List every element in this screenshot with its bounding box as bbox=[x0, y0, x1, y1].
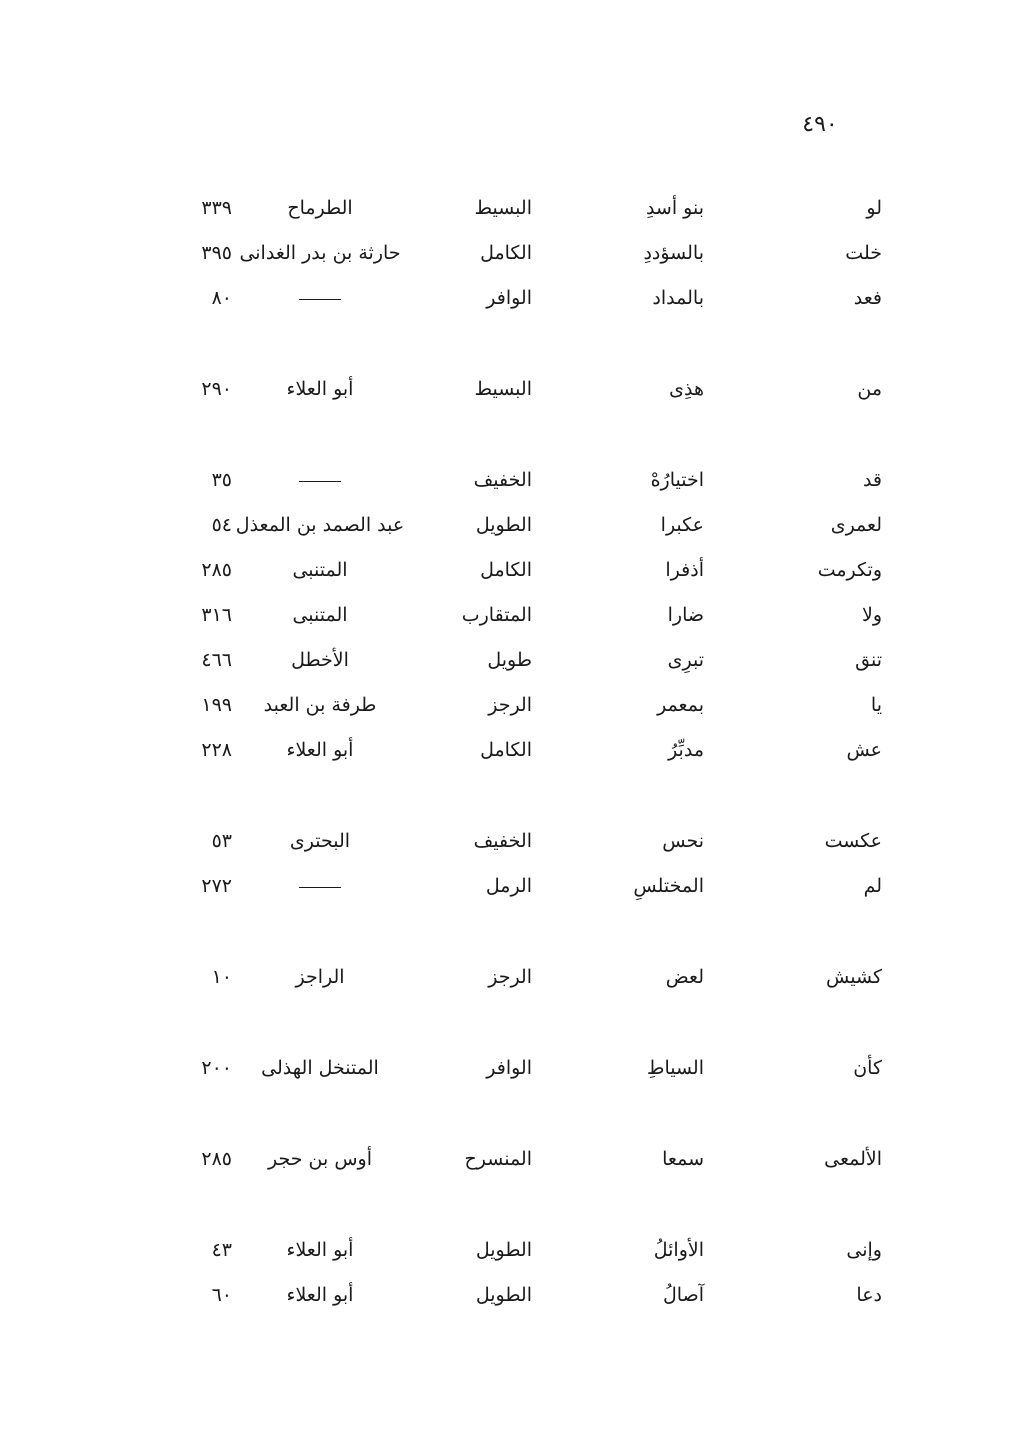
index-row bbox=[140, 231, 900, 276]
index-row bbox=[140, 593, 900, 638]
rhyme-word: اختيارُهْ bbox=[650, 469, 704, 491]
page-reference: ٤٣ bbox=[211, 1239, 232, 1261]
index-row bbox=[140, 503, 900, 548]
page-reference: ٥٤ bbox=[211, 514, 232, 536]
first-word: قد bbox=[862, 469, 882, 491]
first-word: فعد bbox=[853, 287, 882, 309]
meter-name: الرمل bbox=[485, 875, 532, 897]
rhyme-word: سمعا bbox=[662, 1148, 704, 1170]
rhyme-word: هذِى bbox=[669, 378, 704, 400]
first-word: خلت bbox=[845, 242, 882, 264]
rhyme-word: بمعمر bbox=[657, 694, 704, 716]
page-reference: ٣٥ bbox=[211, 469, 232, 491]
meter-name: الطويل bbox=[475, 1284, 532, 1306]
index-row bbox=[140, 1273, 900, 1318]
index-row bbox=[140, 638, 900, 683]
index-row bbox=[140, 864, 900, 909]
rhyme-word: لعض bbox=[665, 966, 704, 988]
poet-name: عبد الصمد بن المعذل bbox=[235, 514, 405, 536]
index-row bbox=[140, 1228, 900, 1273]
meter-name: الكامل bbox=[480, 559, 532, 581]
first-word: من bbox=[857, 378, 882, 400]
meter-name: الرجز bbox=[488, 966, 532, 988]
meter-name: الكامل bbox=[480, 739, 532, 761]
unknown-poet-dash bbox=[299, 887, 341, 888]
index-row bbox=[140, 1137, 900, 1182]
unknown-poet-dash bbox=[299, 481, 341, 482]
rhyme-word: بالمداد bbox=[652, 287, 704, 309]
index-row bbox=[140, 1046, 900, 1091]
poet-name: أبو العلاء bbox=[286, 1239, 354, 1261]
poet-name: طرفة بن العبد bbox=[263, 694, 377, 716]
first-word: لم bbox=[863, 875, 882, 897]
index-row bbox=[140, 186, 900, 231]
rhyme-word: ضارا bbox=[667, 604, 704, 626]
poet-name: الأخطل bbox=[291, 649, 349, 671]
unknown-poet-dash bbox=[299, 299, 341, 300]
page-reference: ٣٩٥ bbox=[201, 242, 232, 264]
index-row bbox=[140, 458, 900, 503]
meter-name: البسيط bbox=[474, 378, 532, 400]
page-reference: ٢٨٥ bbox=[201, 1148, 232, 1170]
meter-name: طويل bbox=[487, 649, 532, 671]
meter-name: الرجز bbox=[488, 694, 532, 716]
meter-name: الطويل bbox=[475, 514, 532, 536]
first-word: وإنى bbox=[846, 1239, 882, 1261]
meter-name: البسيط bbox=[474, 197, 532, 219]
page-reference: ٢٨٥ bbox=[201, 559, 232, 581]
page-reference: ٥٣ bbox=[211, 830, 232, 852]
page-number: ٤٩٠ bbox=[802, 112, 838, 137]
rhyme-word: مدبِّرُ bbox=[668, 739, 704, 761]
index-row bbox=[140, 276, 900, 321]
first-word: عكست bbox=[824, 830, 882, 852]
rhyme-word: الأوائلُ bbox=[653, 1239, 704, 1261]
index-row bbox=[140, 728, 900, 773]
page-reference: ٤٦٦ bbox=[201, 649, 232, 671]
first-word: الألمعى bbox=[824, 1148, 882, 1170]
index-row bbox=[140, 367, 900, 412]
first-word: يا bbox=[870, 694, 882, 716]
poet-name: أبو العلاء bbox=[286, 378, 354, 400]
rhyme-word: بنو أسدِ bbox=[645, 197, 704, 219]
page-reference: ٢٩٠ bbox=[201, 378, 232, 400]
poet-name: المتنبى bbox=[292, 604, 348, 626]
first-word: دعا bbox=[856, 1284, 882, 1306]
page-reference: ١٠ bbox=[211, 966, 232, 988]
poet-name: الراجز bbox=[295, 966, 345, 988]
poet-name: المتنبى bbox=[292, 559, 348, 581]
poet-name: أوس بن حجر bbox=[268, 1148, 372, 1170]
rhyme-word: بالسؤددِ bbox=[643, 242, 704, 264]
page-reference: ٣١٦ bbox=[201, 604, 232, 626]
poet-name bbox=[225, 458, 415, 503]
poet-name: حارثة بن بدر الغدانى bbox=[239, 242, 401, 264]
first-word: لو bbox=[866, 197, 882, 219]
poet-name: الطرماح bbox=[287, 197, 353, 219]
index-row bbox=[140, 955, 900, 1000]
poet-name: المتنخل الهذلى bbox=[261, 1057, 379, 1079]
rhyme-word: نحس bbox=[662, 830, 704, 852]
rhyme-word: المختلسِ bbox=[633, 875, 704, 897]
poet-name: أبو العلاء bbox=[286, 739, 354, 761]
meter-name: الوافر bbox=[486, 1057, 532, 1079]
meter-name: المتقارب bbox=[461, 604, 532, 626]
index-row bbox=[140, 548, 900, 593]
first-word: تنق bbox=[855, 649, 882, 671]
poet-name bbox=[225, 864, 415, 909]
meter-name: الخفيف bbox=[473, 469, 532, 491]
page-reference: ٢٧٢ bbox=[201, 875, 232, 897]
first-word: كأن bbox=[853, 1057, 882, 1079]
rhyme-word: عكبرا bbox=[660, 514, 704, 536]
first-word: لعمرى bbox=[830, 514, 882, 536]
meter-name: المنسرح bbox=[464, 1148, 532, 1170]
page-reference: ١٩٩ bbox=[201, 694, 232, 716]
index-row bbox=[140, 819, 900, 864]
poet-name bbox=[225, 276, 415, 321]
first-word: عش bbox=[846, 739, 882, 761]
page-reference: ٣٣٩ bbox=[201, 197, 232, 219]
first-word: كشيش bbox=[826, 966, 882, 988]
verse-index-table bbox=[140, 186, 900, 1318]
rhyme-word: آصالُ bbox=[662, 1284, 704, 1306]
meter-name: الكامل bbox=[480, 242, 532, 264]
rhyme-word: تبرِى bbox=[667, 649, 704, 671]
first-word: ولا bbox=[861, 604, 882, 626]
poet-name: أبو العلاء bbox=[286, 1284, 354, 1306]
meter-name: الطويل bbox=[475, 1239, 532, 1261]
rhyme-word: السياطِ bbox=[646, 1057, 704, 1079]
page-reference: ٦٠ bbox=[211, 1284, 232, 1306]
rhyme-word: أذفرا bbox=[665, 559, 704, 581]
poet-name: البحترى bbox=[289, 830, 351, 852]
meter-name: الوافر bbox=[486, 287, 532, 309]
index-row bbox=[140, 683, 900, 728]
page-reference: ٢٢٨ bbox=[201, 739, 232, 761]
page-reference: ٨٠ bbox=[211, 287, 232, 309]
page-reference: ٢٠٠ bbox=[201, 1057, 232, 1079]
first-word: وتكرمت bbox=[817, 559, 882, 581]
meter-name: الخفيف bbox=[473, 830, 532, 852]
